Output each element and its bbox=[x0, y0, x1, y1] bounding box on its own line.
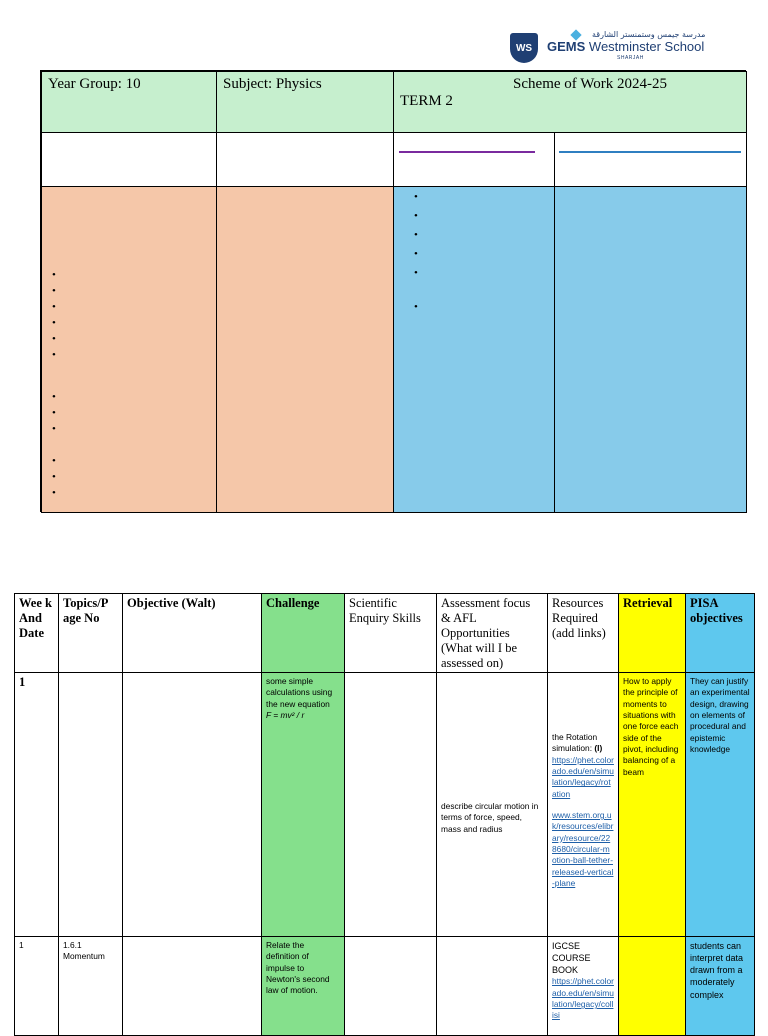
header-challenge: Challenge bbox=[261, 593, 345, 673]
row2-retrieval bbox=[618, 936, 686, 1036]
row2-pisa: students can interpret data drawn from a moderately complex bbox=[685, 936, 755, 1036]
bullet: • bbox=[52, 269, 56, 281]
row1-objective bbox=[122, 672, 262, 937]
row1-challenge-equation: F = mv² / r bbox=[266, 710, 305, 721]
blue-cell-1 bbox=[393, 186, 555, 513]
header-retrieval: Retrieval bbox=[618, 593, 686, 673]
bullet: • bbox=[414, 248, 418, 260]
bullet: • bbox=[52, 407, 56, 419]
row1-resources bbox=[547, 672, 619, 937]
year-group-cell bbox=[41, 71, 217, 133]
bullet: • bbox=[52, 423, 56, 435]
overview-table bbox=[40, 70, 746, 512]
row2-topic: 1.6.1 Momentum bbox=[58, 936, 123, 1036]
row2-week: 1 bbox=[14, 936, 59, 1036]
salmon-cell-1 bbox=[41, 186, 217, 513]
header-assessment: Assessment focus & AFL Opportunities (What will I be assessed on) bbox=[436, 593, 548, 673]
row1-challenge bbox=[261, 672, 345, 937]
row1-enquiry bbox=[344, 672, 437, 937]
year-group-label: Year Group: 10 bbox=[48, 76, 141, 92]
row1-retrieval: How to apply the principle of moments to situations with one force each side of the pivot, including balancing of a beam bbox=[618, 672, 686, 937]
salmon-cell-2 bbox=[216, 186, 394, 513]
blue-cell-2 bbox=[554, 186, 747, 513]
bullet: • bbox=[52, 285, 56, 297]
header-objective: Objective (Walt) bbox=[122, 593, 262, 673]
row2-assessment bbox=[436, 936, 548, 1036]
blank-cell-1 bbox=[41, 132, 217, 187]
header-topic: Topics/P age No bbox=[58, 593, 123, 673]
row1-week: 1 bbox=[14, 672, 59, 937]
scheme-title: Scheme of Work 2024-25 bbox=[513, 76, 667, 92]
blue-rule bbox=[559, 151, 741, 153]
header-resources: Resources Required (add links) bbox=[547, 593, 619, 673]
row2-resources bbox=[547, 936, 619, 1036]
bullet: • bbox=[414, 229, 418, 241]
logo-arabic-text: مدرسة جيمس وستمنستر الشارقة bbox=[592, 30, 706, 39]
bullet: • bbox=[52, 391, 56, 403]
bullet: • bbox=[414, 191, 418, 203]
blank-cell-2 bbox=[216, 132, 394, 187]
plan-table bbox=[14, 593, 755, 1024]
row2-objective bbox=[122, 936, 262, 1036]
subject-cell bbox=[216, 71, 394, 133]
bullet: • bbox=[52, 471, 56, 483]
school-logo-emblem: WS bbox=[510, 33, 538, 63]
row1-resources-bold: (I) bbox=[594, 743, 603, 754]
bullet: • bbox=[52, 301, 56, 313]
purple-rule bbox=[399, 151, 535, 153]
stem-resource-link[interactable]: www.stem.org.uk/resources/elibrary/resource/228680/circular-motion-ball-tether-released-vertical-plane bbox=[552, 810, 614, 889]
bullet: • bbox=[414, 267, 418, 279]
header-pisa: PISA objectives bbox=[685, 593, 755, 673]
row1-assessment-text: describe circular motion in terms of force, speed, mass and radius bbox=[441, 801, 539, 834]
term-label: TERM 2 bbox=[400, 93, 453, 109]
logo-school: Westminster School bbox=[588, 39, 705, 54]
row2-enquiry bbox=[344, 936, 437, 1036]
logo-location: SHARJAH bbox=[617, 55, 644, 61]
purple-rule-cell bbox=[393, 132, 555, 187]
row1-resources-text bbox=[552, 732, 614, 755]
row2-resources-text: IGCSE COURSE BOOK bbox=[552, 941, 591, 976]
logo-school-name bbox=[547, 39, 704, 54]
scheme-cell bbox=[393, 71, 747, 133]
bullet: • bbox=[52, 333, 56, 345]
blue-rule-cell bbox=[554, 132, 747, 187]
header-week: Wee k And Date bbox=[14, 593, 59, 673]
bullet: • bbox=[52, 487, 56, 499]
bullet: • bbox=[414, 210, 418, 222]
bullet: • bbox=[52, 349, 56, 361]
row1-challenge-text: some simple calculations using the new equation bbox=[266, 676, 333, 709]
collision-simulation-link[interactable]: https://phet.colorado.edu/en/simulation/legacy/collisi bbox=[552, 976, 614, 1021]
subject-label: Subject: Physics bbox=[223, 76, 322, 92]
row1-assessment bbox=[436, 672, 548, 937]
row1-topic bbox=[58, 672, 123, 937]
logo-brand: GEMS bbox=[547, 39, 586, 54]
bullet: • bbox=[52, 317, 56, 329]
row2-challenge: Relate the definition of impulse to Newton's second law of motion. bbox=[261, 936, 345, 1036]
row1-resources-label: the Rotation simulation: bbox=[552, 732, 598, 754]
row1-pisa: They can justify an experimental design, drawing on elements of procedural and epistemic knowledge bbox=[685, 672, 755, 937]
header-enquiry: Scientific Enquiry Skills bbox=[344, 593, 437, 673]
bullet: • bbox=[414, 301, 418, 313]
bullet: • bbox=[52, 455, 56, 467]
rotation-simulation-link[interactable]: https://phet.colorado.edu/en/simulation/legacy/rotation bbox=[552, 754, 614, 799]
